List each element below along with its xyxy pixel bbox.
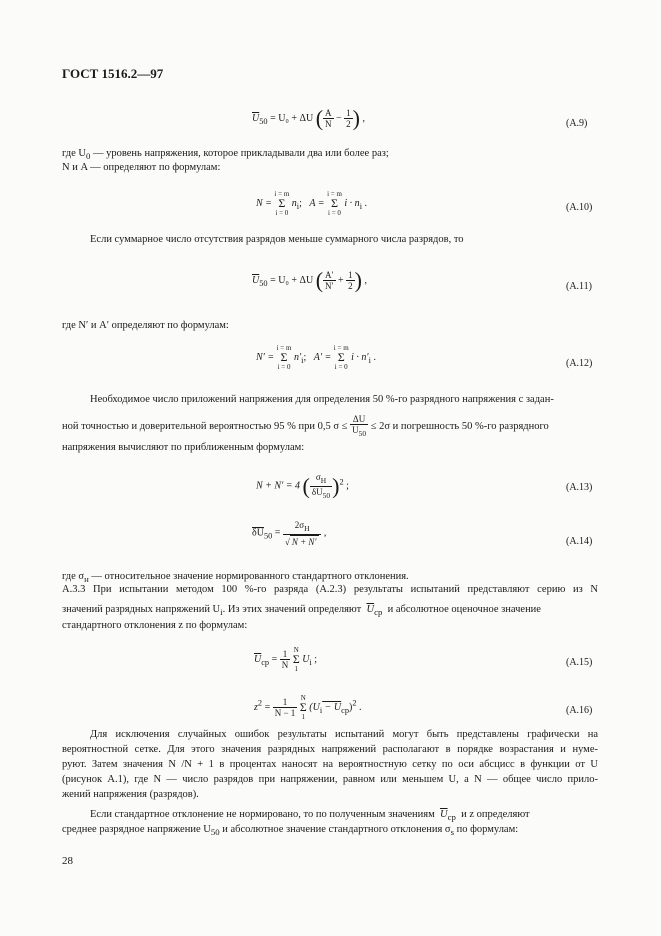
paragraph-7-line-5: жений напряжения (разрядов).	[62, 789, 199, 800]
paragraph-1-line-2: N и A — определяют по формулам:	[62, 162, 221, 173]
equation-a15: $\overline{U}_{ср}$ = $\frac{1}{N}$ N Σ 1 $U_i$ ;	[254, 646, 318, 673]
paragraph-7-line-2: вероятностной сетке. Для этого значения разрядных напряжений располагают в порядке возрастания и нуме-	[62, 744, 598, 755]
document-header: ГОСТ 1516.2—97	[62, 66, 164, 81]
paragraph-7-line-3: руют. Затем значения N /N + 1 в процентах наносят на вероятностную сетку по оси абсцисс в функции от U	[62, 759, 598, 770]
equation-a11: $\overline{U}_{50} = U_0 + \Delta U$ ( $\frac{A'}{N'}$ + $\frac{1}{2}$ ) ,	[252, 267, 367, 293]
paragraph-5: где $\sigma_н$ — относительное значение нормированного стандартного отклонения.	[62, 571, 409, 585]
paragraph-7-line-4: (рисунок А.1), где N — число разрядов при напряжении, равном или меньшем U, а N — общее число прило-	[62, 774, 598, 785]
paragraph-8-line-1: Если стандартное отклонение не нормировано, то по полученным значениям $\overline{U}_{ср}$ и z определяют	[90, 809, 530, 823]
equation-number-a13: (А.13)	[566, 482, 593, 493]
equation-number-a11: (А.11)	[566, 281, 593, 292]
equation-number-a15: (А.15)	[566, 657, 593, 668]
equation-a14: $\overline{\delta U}_{50}$ = $\frac{2\sigma_H}{√ N + N'}$ ,	[252, 520, 327, 547]
paragraph-4-line-2: ной точностью и доверительной вероятностью 95 % при 0,5 σ ≤ $\frac{\Delta U}{\overline{U}_{50}}$ ≤ 2σ и погрешность 50 %-го разрядного	[62, 414, 549, 438]
equation-a9: $\overline{U}_{50} = U_0 + \Delta U$ ( $\frac{A}{N}$ − $\frac{1}{2}$ ) ,	[252, 105, 365, 131]
equation-a13: N + N′ = 4 ( $\frac{\sigma_H}{\overline{\delta U}_{50}}$ )$^2$ ;	[256, 472, 349, 500]
paragraph-6-line-1: А.3.3 При испытании методом 100 %-го разряда (А.2.3) результаты испытаний представляют серию из N	[62, 584, 598, 595]
equation-a12: N′ = i = m Σ i = 0 $n'_i$; A′ = i = m Σ i = 0 $i \cdot n'_i$ .	[256, 344, 376, 371]
equation-a16: $z^2$ = $\frac{1}{N - 1}$ N Σ 1 $(U_i - U_{ср})^2$ .	[254, 694, 362, 721]
equation-a10: N = i = m Σ i = 0 $n_i$; A = i = m Σ i = 0 $i \cdot n_i$ .	[256, 190, 368, 217]
paragraph-6-line-2: значений разрядных напряжений $U_i$. Из этих значений определяют $\overline{U}_{ср}$ и абсолютное оценочное значение	[62, 604, 541, 618]
paragraph-1-line-1: где $U_0$ — уровень напряжения, которое прикладывали два или более раз;	[62, 148, 389, 162]
paragraph-4-line-1: Необходимое число приложений напряжения для определения 50 %-го разрядного напряжения с задан-	[90, 394, 554, 405]
equation-number-a9: (А.9)	[566, 118, 588, 129]
equation-number-a12: (А.12)	[566, 358, 593, 369]
paragraph-2: Если суммарное число отсутствия разрядов меньше суммарного числа разрядов, то	[90, 234, 464, 245]
paragraph-3: где N′ и A′ определяют по формулам:	[62, 320, 229, 331]
paragraph-7-line-1: Для исключения случайных ошибок результаты испытаний могут быть представлены графически на	[90, 729, 598, 740]
page-number: 28	[62, 855, 73, 867]
paragraph-6-line-3: стандартного отклонения z по формулам:	[62, 620, 248, 631]
paragraph-4-line-3: напряжения вычисляют по приближенным формулам:	[62, 442, 305, 453]
paragraph-8-line-2: среднее разрядное напряжение $U_{50}$ и абсолютное значение стандартного отклонения $\sigma_s$ по формулам:	[62, 824, 519, 838]
equation-number-a10: (А.10)	[566, 202, 593, 213]
equation-number-a16: (А.16)	[566, 705, 593, 716]
equation-number-a14: (А.14)	[566, 536, 593, 547]
